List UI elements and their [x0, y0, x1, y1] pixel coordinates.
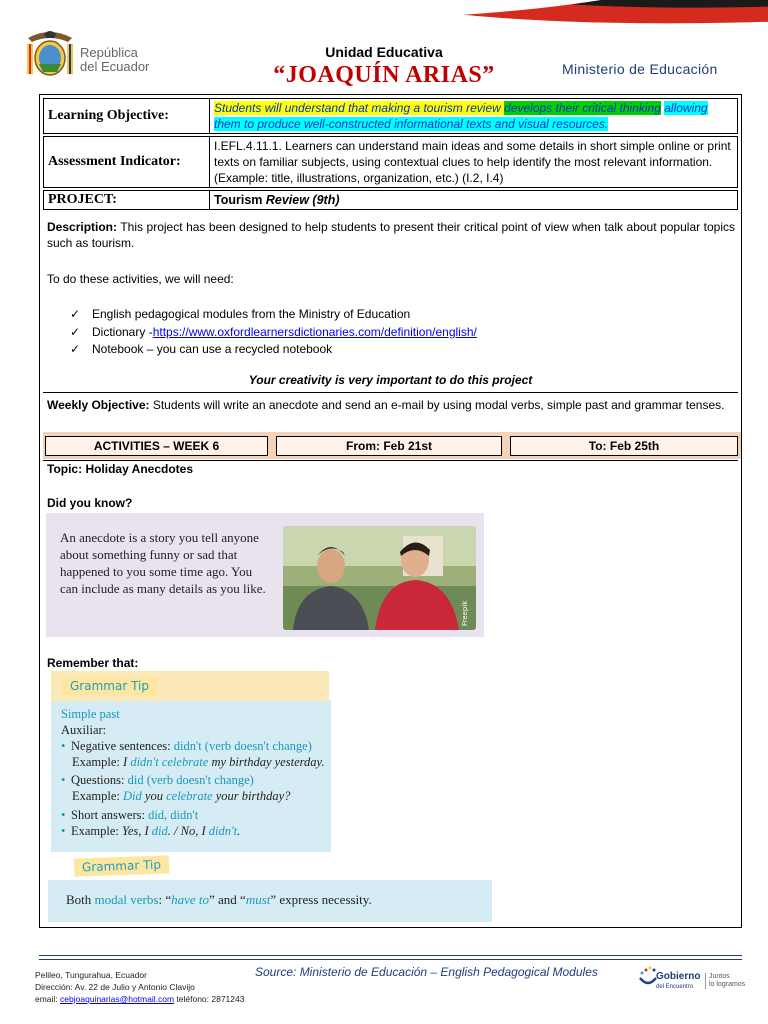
school-address: Pelileo, Tungurahua, Ecuador Dirección: Av. 22 de Julio y Antonio Clavijo email: cebjoaquinarias@hotmail.com teléfono: 2871243: [35, 970, 245, 1004]
project-label: PROJECT:: [44, 191, 210, 209]
dictionary-link[interactable]: https://www.oxfordlearnersdictionaries.com/definition/english/: [152, 324, 477, 339]
to-date-cell: To: Feb 25th: [510, 436, 738, 456]
friends-talking-photo: [283, 526, 476, 630]
needs-list: [70, 306, 477, 359]
activities-week-cell: ACTIVITIES – WEEK 6: [45, 436, 268, 456]
footer-rule: [39, 959, 742, 960]
school-name: “JOAQUÍN ARIAS”: [273, 62, 495, 88]
topic-heading: Topic: Holiday Anecdotes: [47, 462, 194, 476]
list-item: ✓ English pedagogical modules from the Ministry of Education: [70, 306, 477, 324]
creativity-note: Your creativity is very important to do this project: [248, 373, 533, 387]
objective-label: Learning Objective:: [44, 99, 210, 133]
indicator-text: I.EFL.4.11.1. Learners can understand main ideas and some details in short simple online or print texts on familiar subjects, using contextual clues to help identify the most relevant information. (Example: title, illustrations, organization, etc.) (I.2, I.4): [214, 139, 731, 185]
ecuador-coat-of-arms-icon: [24, 28, 76, 82]
republic-label: República del Ecuador: [80, 45, 150, 74]
checkmark-icon: ✓: [70, 324, 81, 339]
email-link[interactable]: cebjoaquinarias@hotmail.com: [60, 994, 175, 1004]
did-you-know-heading: Did you know?: [47, 496, 133, 510]
project-row: [43, 190, 738, 210]
remember-heading: Remember that:: [47, 656, 139, 670]
indicator-label: Assessment Indicator:: [44, 137, 210, 187]
grammar-tip-2-content: Both modal verbs: “have to” and “must” express necessity.: [66, 892, 372, 907]
description: Description: This project has been designed to help students to present their critical point of view when talk about popular topics such as tourism.: [47, 220, 735, 250]
project-text: Tourism Review (9th): [214, 193, 340, 207]
list-item: ✓ Notebook – you can use a recycled notebook: [70, 341, 477, 359]
grammar-tip-label: Grammar Tip: [62, 677, 157, 695]
divider: [43, 460, 738, 461]
source-note: Source: Ministerio de Educación – English Pedagogical Modules: [255, 965, 598, 979]
gobierno-slogan: Juntos lo logramos: [705, 973, 745, 989]
grammar-tip-content: Simple past Auxiliar: • Negative sentences: didn't (verb doesn't change) Example: I didn't celebrate my birthday yesterday. • Questions: did (verb doesn't change) Example: Did you celebrate your birthday? • Short answers: did, didn't • Example: Yes, I did. / No, I didn't.: [61, 707, 325, 838]
needs-intro: To do these activities, we will need:: [47, 272, 234, 286]
ministry-label: Ministerio de Educación: [562, 61, 718, 77]
list-item: ✓ Dictionary - https://www.oxfordlearnersdictionaries.com/definition/english/: [70, 324, 477, 342]
checkmark-icon: ✓: [70, 342, 81, 356]
checkmark-icon: ✓: [70, 307, 81, 321]
photo-credit: Freepik: [461, 600, 469, 626]
weekly-objective: Weekly Objective: Students will write an anecdote and send an e-mail by using modal verbs, simple past and grammar tenses.: [47, 398, 725, 412]
divider: [43, 392, 738, 393]
school-subtitle: Unidad Educativa: [325, 44, 443, 60]
indicator-row: [43, 136, 738, 188]
info-table: [43, 98, 738, 212]
objective-row: [43, 98, 738, 134]
gobierno-name: Gobierno del Encuentro: [656, 971, 701, 990]
grammar-tip-2-label: Grammar Tip: [74, 855, 170, 876]
anecdote-text: An anecdote is a story you tell anyone about something funny or sad that happened to you some time ago. You can include as many details as you like.: [60, 530, 266, 596]
objective-text: Students will understand that making a tourism review develops their critical thinking allowing them to produce well-constructed informational texts and visual resources.: [214, 101, 708, 131]
from-date-cell: From: Feb 21st: [276, 436, 502, 456]
footer-rule: [39, 955, 742, 956]
